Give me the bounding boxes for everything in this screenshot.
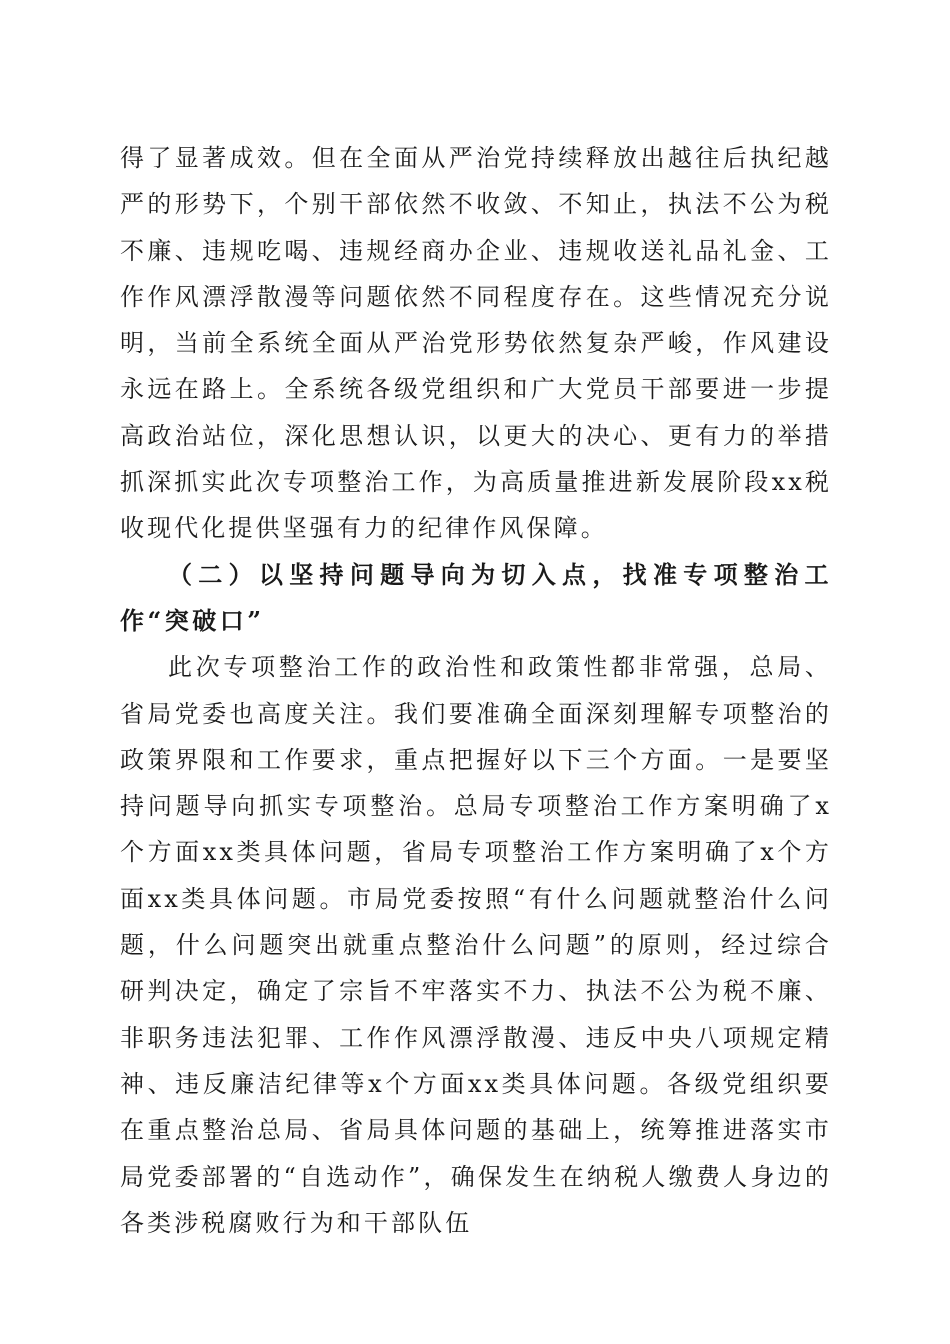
body-paragraph-section-2: 此次专项整治工作的政治性和政策性都非常强，总局、省局党委也高度关注。我们要准确全面深刻理解专项整治的政策界限和工作要求，重点把握好以下三个方面。一是要坚持问题导向抓实专项整治。总局专项整治工作方案明确了x个方面xx类具体问题，省局专项整治工作方案明确了x个方面xx类具体问题。市局党委按照“有什么问题就整治什么问题，什么问题突出就重点整治什么问题”的原则，经过综合研判决定，确定了宗旨不牢落实不力、执法不公为税不廉、非职务违法犯罪、工作作风漂浮散漫、违反中央八项规定精神、违反廉洁纪律等x个方面xx类具体问题。各级党组织要在重点整治总局、省局具体问题的基础上，统筹推进落实市局党委部署的“自选动作”，确保发生在纳税人缴费人身边的各类涉税腐败行为和干部队伍 xyxy=(120,653,832,1237)
body-paragraph-continued: 得了显著成效。但在全面从严治党持续释放出越往后执纪越严的形势下，个别干部依然不收敛、不知止，执法不公为税不廉、违规吃喝、违规经商办企业、违规收送礼品礼金、工作作风漂浮散漫等问题依然不同程度存在。这些情况充分说明，当前全系统全面从严治党形势依然复杂严峻，作风建设永远在路上。全系统各级党组织和广大党员干部要进一步提高政治站位，深化思想认识，以更大的决心、更有力的举措抓深抓实此次专项整治工作，为高质量推进新发展阶段xx税收现代化提供坚强有力的纪律作风保障。 xyxy=(120,144,832,543)
document-body xyxy=(120,135,832,1246)
section-heading-2: （二）以坚持问题导向为切入点，找准专项整治工作“突破口” xyxy=(120,559,832,635)
